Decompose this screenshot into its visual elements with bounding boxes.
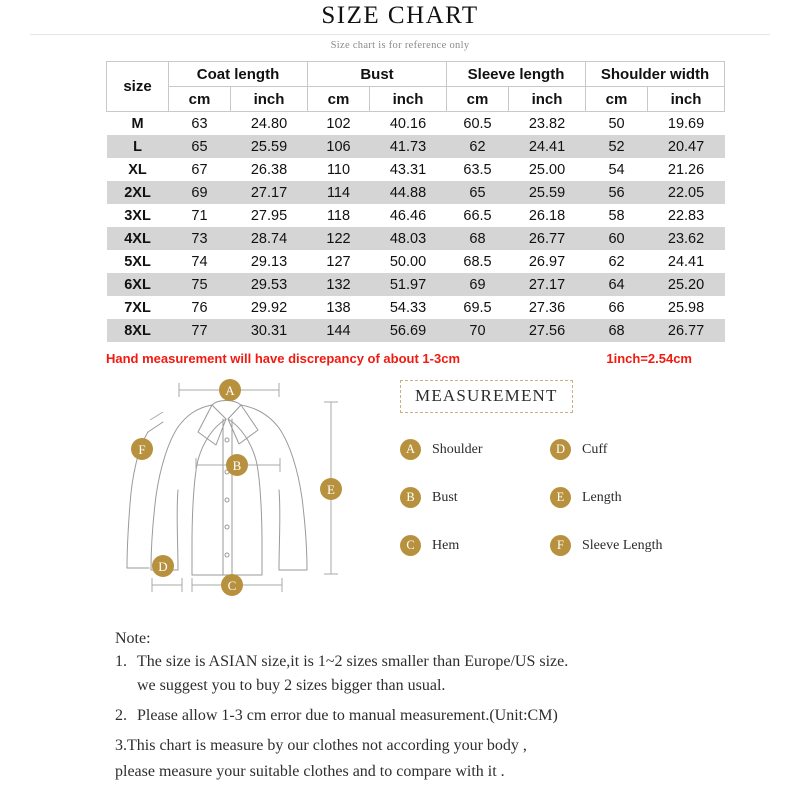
measurement-warning: [106, 351, 694, 366]
page-title: SIZE CHART: [321, 2, 479, 29]
table-row: [107, 112, 725, 136]
cell-value: 68: [447, 227, 509, 250]
cell-value: 29.92: [250, 299, 288, 316]
cell-value: 25.00: [528, 161, 566, 178]
cell-size: 8XL: [107, 319, 169, 342]
cell-value: 68.5: [463, 253, 492, 270]
cell-value: 56: [586, 181, 648, 204]
cell-value: 68: [586, 319, 648, 342]
cell-size: L: [107, 135, 169, 158]
button-1: [225, 438, 229, 442]
cell-value: 48.03: [370, 227, 447, 250]
legend-badge-icon: A: [400, 439, 421, 460]
note-1-number: 1.: [115, 653, 127, 670]
cell-value: 69.5: [463, 299, 492, 316]
cell-value: 63.5: [463, 161, 492, 178]
cell-value: 26.77: [509, 227, 586, 250]
cell-value: 60: [586, 227, 648, 250]
cell-value: 25.59: [231, 135, 308, 158]
legend-item-length: [550, 487, 700, 508]
note-item-1: [115, 651, 755, 673]
measurement-box-title: MEASUREMENT: [400, 380, 573, 413]
cell-value: 127: [326, 253, 351, 270]
cell-value: 21.26: [667, 161, 705, 178]
cell-value: 28.74: [231, 227, 308, 250]
legend-item-sleeve-length: [550, 535, 700, 556]
table-body: [107, 112, 725, 343]
cell-size: 6XL: [107, 273, 169, 296]
legend-badge-icon: C: [400, 535, 421, 556]
diagram-marker-C: [221, 574, 243, 596]
cell-value: 106: [308, 135, 370, 158]
legend-grid: [400, 439, 700, 556]
cell-value: 29.53: [231, 273, 308, 296]
left-sleeve-inner: [177, 490, 178, 570]
cell-value: 102: [326, 115, 351, 132]
cell-value: 23.82: [528, 115, 566, 132]
legend-badge-icon: B: [400, 487, 421, 508]
cell-value: 24.41: [509, 135, 586, 158]
cell-value: 73: [169, 227, 231, 250]
cell-value: 66.5: [463, 207, 492, 224]
table-row: [107, 273, 725, 296]
cell-value: 25.20: [648, 273, 725, 296]
shirt-diagram: [108, 372, 408, 607]
unit-conversion-text: 1inch=2.54cm: [606, 351, 692, 366]
cell-value: 26.18: [528, 207, 566, 224]
svg-text:A: A: [225, 383, 235, 398]
cell-value: 75: [169, 273, 231, 296]
table-head: [107, 62, 725, 112]
table-header-row-units: [107, 87, 725, 112]
cell-value: 66: [608, 299, 625, 316]
size-table-container: [106, 61, 710, 342]
note-item-2: [115, 705, 755, 727]
cell-value: 30.31: [231, 319, 308, 342]
legend-label: Shoulder: [432, 441, 483, 457]
cell-value: 27.17: [509, 273, 586, 296]
svg-text:D: D: [158, 559, 168, 574]
diagram-marker-B: [226, 454, 248, 476]
column-group-coat-length: Coat length: [169, 62, 308, 87]
cell-value: 52: [586, 135, 648, 158]
column-header-shoulder-inch: inch: [648, 87, 725, 112]
cell-value: 114: [308, 181, 370, 204]
column-header-coat-length-inch: inch: [231, 87, 308, 112]
right-sleeve-inner: [279, 490, 280, 570]
cell-value: 132: [308, 273, 370, 296]
cell-value: 22.05: [648, 181, 725, 204]
note-3-continuation: please measure your suitable clothes and to compare with it .: [115, 763, 505, 780]
table-header-row-groups: [107, 62, 725, 87]
cell-size: 4XL: [107, 227, 169, 250]
cell-value: 27.17: [231, 181, 308, 204]
cell-value: 26.38: [250, 161, 288, 178]
column-header-sleeve-cm: cm: [447, 87, 509, 112]
shirt-illustration-svg: [108, 372, 408, 607]
cell-value: 43.31: [389, 161, 427, 178]
cell-value: 65: [447, 181, 509, 204]
cell-value: 74: [191, 253, 208, 270]
cell-value: 23.62: [648, 227, 725, 250]
cell-value: 56.69: [370, 319, 447, 342]
button-5: [225, 553, 229, 557]
cell-value: 122: [308, 227, 370, 250]
cell-value: 51.97: [370, 273, 447, 296]
table-row: [107, 158, 725, 181]
column-header-bust-cm: cm: [308, 87, 370, 112]
cell-value: 26.77: [648, 319, 725, 342]
table-row: [107, 135, 725, 158]
legend-badge-icon: D: [550, 439, 571, 460]
cell-value: 69: [447, 273, 509, 296]
cell-value: 27.36: [528, 299, 566, 316]
button-3: [225, 498, 229, 502]
table-row: [107, 250, 725, 273]
cell-value: 69: [169, 181, 231, 204]
legend-label: Hem: [432, 537, 460, 553]
page-subtitle: Size chart is for reference only: [330, 40, 470, 51]
table-row: [107, 319, 725, 342]
svg-text:E: E: [327, 482, 335, 497]
table-row: [107, 227, 725, 250]
right-outer-seam: [241, 405, 307, 570]
cell-size: 3XL: [124, 207, 151, 224]
svg-text:F: F: [138, 442, 146, 457]
cell-value: 46.46: [389, 207, 427, 224]
legend-badge-icon: F: [550, 535, 571, 556]
cell-value: 77: [169, 319, 231, 342]
cell-size: 7XL: [124, 299, 151, 316]
legend-label: Sleeve Length: [582, 537, 663, 553]
cell-size: 2XL: [107, 181, 169, 204]
note-1-text: The size is ASIAN size,it is 1~2 sizes smaller than Europe/US size.: [137, 653, 569, 670]
diagram-marker-D: [152, 555, 174, 577]
cell-value: 50.00: [389, 253, 427, 270]
cell-value: 110: [326, 161, 351, 178]
measurement-legend: [400, 380, 700, 600]
cell-value: 44.88: [370, 181, 447, 204]
column-header-coat-length-cm: cm: [169, 87, 231, 112]
cell-value: 24.80: [250, 115, 288, 132]
cell-value: 29.13: [250, 253, 288, 270]
left-outer-seam: [151, 405, 212, 570]
warning-text: Hand measurement will have discrepancy of about 1-3cm: [106, 351, 461, 366]
svg-text:C: C: [227, 578, 237, 593]
cell-value: 40.16: [389, 115, 427, 132]
column-group-bust: Bust: [308, 62, 447, 87]
cell-value: 41.73: [370, 135, 447, 158]
back-shoulder-line: [148, 422, 163, 432]
table-row: [107, 181, 725, 204]
neckline: [212, 401, 241, 406]
cell-value: 67: [191, 161, 208, 178]
left-front-edge: [192, 419, 226, 575]
diagram-marker-E: [320, 478, 342, 500]
cell-value: 50: [608, 115, 625, 132]
column-header-bust-inch: inch: [370, 87, 447, 112]
cell-value: 27.95: [250, 207, 288, 224]
cell-value: 27.56: [509, 319, 586, 342]
cell-value: 22.83: [667, 207, 705, 224]
cell-value: 62: [608, 253, 625, 270]
cell-value: 70: [447, 319, 509, 342]
cell-value: 25.98: [667, 299, 705, 316]
cell-value: 20.47: [648, 135, 725, 158]
column-group-sleeve-length: Sleeve length: [447, 62, 586, 87]
cell-size: 5XL: [124, 253, 151, 270]
legend-label: Length: [582, 489, 622, 505]
note-2-number: 2.: [115, 707, 127, 724]
column-group-shoulder-width: Shoulder width: [586, 62, 725, 87]
dim-line-sleeve: [150, 412, 163, 420]
button-4: [225, 525, 229, 529]
cell-value: 118: [326, 207, 351, 224]
legend-label: Bust: [432, 489, 458, 505]
header-divider: [30, 34, 770, 35]
cell-value: 65: [169, 135, 231, 158]
cell-value: 24.41: [667, 253, 705, 270]
legend-label: Cuff: [582, 441, 608, 457]
table-row: [107, 296, 725, 319]
table-row: [107, 204, 725, 227]
note-3-text: 3.This chart is measure by our clothes not according your body ,: [115, 737, 527, 754]
legend-badge-icon: E: [550, 487, 571, 508]
diagram-section: [0, 372, 800, 607]
cell-value: 26.97: [528, 253, 566, 270]
cell-value: 71: [191, 207, 208, 224]
legend-item-bust: [400, 487, 550, 508]
column-header-shoulder-cm: cm: [586, 87, 648, 112]
diagram-marker-A: [219, 379, 241, 401]
cell-value: 64: [586, 273, 648, 296]
cell-value: 54.33: [389, 299, 427, 316]
column-header-size: size: [107, 62, 169, 112]
diagram-marker-F: [131, 438, 153, 460]
right-front-edge: [228, 419, 262, 575]
legend-item-shoulder: [400, 439, 550, 460]
cell-value: 25.59: [509, 181, 586, 204]
cell-value: 144: [308, 319, 370, 342]
collar-left: [198, 405, 226, 445]
cell-size: XL: [128, 161, 147, 178]
cell-size: M: [131, 115, 144, 132]
page-header: [0, 0, 800, 51]
cell-value: 76: [191, 299, 208, 316]
cell-value: 63: [191, 115, 208, 132]
notes-heading: Note:: [115, 630, 151, 647]
legend-item-cuff: [550, 439, 700, 460]
cell-value: 58: [608, 207, 625, 224]
legend-item-hem: [400, 535, 550, 556]
notes-section: [115, 630, 755, 785]
cell-value: 60.5: [463, 115, 492, 132]
column-header-sleeve-inch: inch: [509, 87, 586, 112]
svg-text:B: B: [232, 458, 242, 473]
cell-value: 19.69: [667, 115, 705, 132]
cell-value: 62: [447, 135, 509, 158]
cell-value: 138: [326, 299, 351, 316]
note-1-continuation: we suggest you to buy 2 sizes bigger than usual.: [137, 677, 446, 694]
size-table: [106, 61, 725, 342]
cell-value: 54: [608, 161, 625, 178]
note-2-text: Please allow 1-3 cm error due to manual measurement.(Unit:CM): [137, 707, 558, 724]
